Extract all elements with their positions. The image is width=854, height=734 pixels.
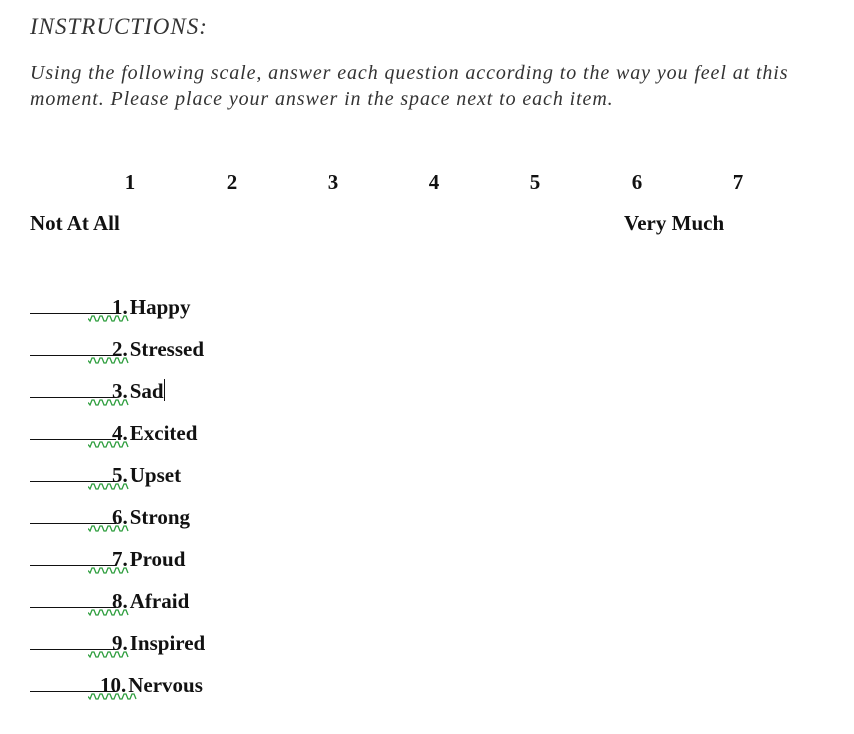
instructions-text: Using the following scale, answer each question according to the way you feel at this moment. Please place your answer in the space next to each item. [30,62,789,110]
item-number: 10. [100,673,127,697]
item-number: 2. [112,337,128,361]
spellcheck-squiggle-icon [88,441,138,448]
spellcheck-squiggle-icon [88,567,138,574]
scale-point-2: 2 [226,170,238,194]
item-label: Excited [129,421,198,445]
item-label: Proud [129,547,186,571]
answer-blank[interactable] [30,503,116,524]
item-label: Inspired [129,631,206,655]
scale-point-1: 1 [124,170,136,194]
scale-point-5: 5 [529,170,541,194]
list-item [30,629,205,659]
answer-blank[interactable] [30,629,116,650]
list-item [30,587,189,617]
spellcheck-squiggle-icon [88,399,138,406]
answer-blank[interactable] [30,377,116,398]
spellcheck-squiggle-icon [88,483,138,490]
scale-point-6: 6 [631,170,643,194]
item-label: Sad [129,379,164,403]
list-item [30,293,190,323]
scale-point-4: 4 [428,170,440,194]
spellcheck-squiggle-icon [88,693,138,700]
item-label: Strong [129,505,191,529]
item-label: Afraid [129,589,190,613]
item-number: 9. [112,631,128,655]
spellcheck-squiggle-icon [88,357,138,364]
answer-blank[interactable] [30,335,116,356]
list-item [30,503,190,533]
item-label: Happy [129,295,191,319]
list-item [30,545,185,575]
item-number: 7. [112,547,128,571]
item-number: 3. [112,379,128,403]
answer-blank[interactable] [30,587,116,608]
answer-blank[interactable] [30,461,116,482]
list-item [30,377,165,407]
item-number: 4. [112,421,128,445]
list-item [30,335,204,365]
answer-blank[interactable] [30,419,116,440]
answer-blank[interactable] [30,293,116,314]
answer-blank[interactable] [30,545,116,566]
list-item [30,419,197,449]
item-number: 1. [112,295,128,319]
item-label: Upset [129,463,182,487]
spellcheck-squiggle-icon [88,609,138,616]
item-number: 8. [112,589,128,613]
spellcheck-squiggle-icon [88,651,138,658]
scale-point-3: 3 [327,170,339,194]
item-label: Stressed [129,337,205,361]
instructions-heading: INSTRUCTIONS: [30,14,208,39]
text-cursor [164,379,166,401]
item-label: Nervous [128,673,203,697]
scale-high-label: Very Much [624,211,725,235]
scale-low-label: Not At All [30,211,120,235]
scale-point-7: 7 [732,170,744,194]
item-number: 5. [112,463,128,487]
item-number: 6. [112,505,128,529]
spellcheck-squiggle-icon [88,525,138,532]
list-item [30,461,181,491]
list-item [30,671,203,701]
spellcheck-squiggle-icon [88,315,138,322]
